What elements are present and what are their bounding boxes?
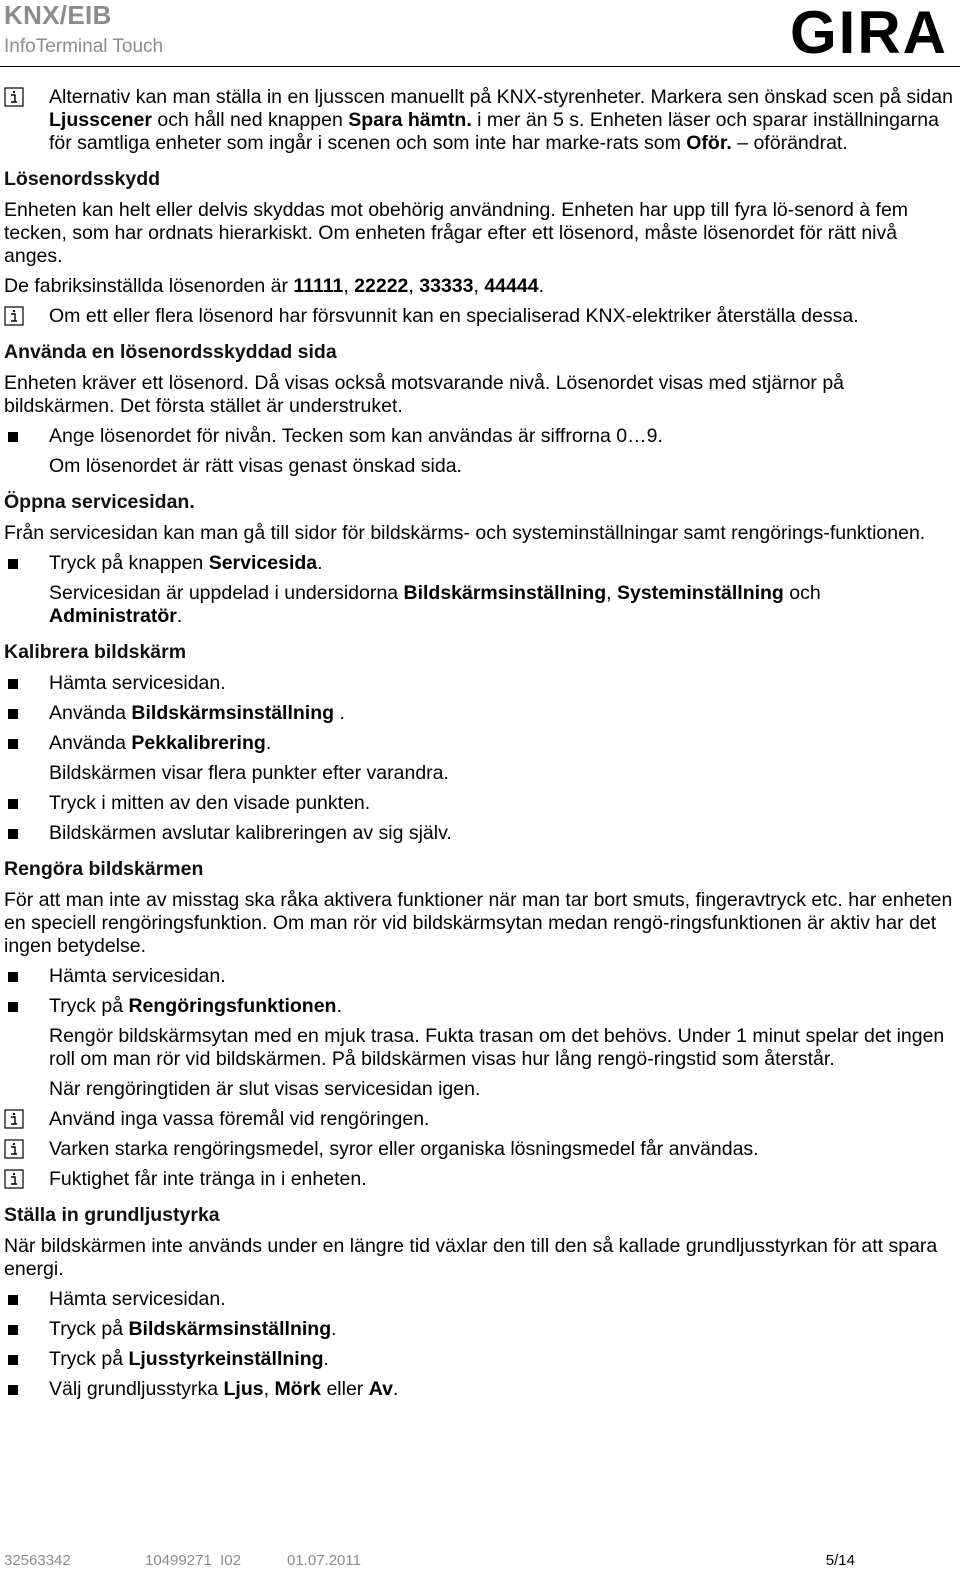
step-item [0, 1378, 955, 1401]
header-divider [0, 66, 960, 67]
result-text [0, 582, 955, 628]
info-icon [4, 87, 24, 107]
step-text: Hämta servicesidan. [49, 1288, 226, 1310]
info-text: Fuktighet får inte tränga in i enheten. [49, 1168, 367, 1190]
text-span: . [392, 1378, 399, 1400]
step-item [0, 552, 955, 575]
text-span: De fabriksinställda lösenorden är [4, 275, 294, 297]
text-span: . [334, 702, 345, 724]
text-span: Tryck på [49, 995, 129, 1017]
step-item [0, 965, 955, 988]
document-body [0, 86, 955, 1408]
option-av: Av [368, 1378, 393, 1400]
option-ljus: Ljus [223, 1378, 264, 1400]
footer-date: 01.07.2011 [287, 1552, 361, 1569]
step-item [0, 672, 955, 695]
step-item [0, 702, 955, 725]
ui-term-systeminstallning: Systeminställning [616, 582, 784, 604]
bullet-square-icon [8, 432, 18, 442]
gira-logo: GIRA [790, 0, 948, 66]
paragraph [0, 275, 955, 298]
step-item [0, 425, 955, 448]
section-heading: Använda en lösenordsskyddad sida [4, 341, 337, 363]
paragraph: Enheten kräver ett lösenord. Då visas också motsvarande nivå. Lösenordet visas med stjärnor på bildskärmen. Det första stället är understruket. [4, 372, 845, 417]
info-icon [4, 1109, 24, 1129]
footer-article-number: 32563342 [4, 1552, 71, 1569]
text-span: . [538, 275, 544, 297]
paragraph: Från servicesidan kan man gå till sidor för bildskärms- och systeminställningar samt rengörings-funktionen. [4, 522, 926, 544]
ui-term-ljusscener: Ljusscener [49, 109, 152, 131]
result-text: Bildskärmen visar flera punkter efter varandra. [49, 762, 449, 784]
step-text: Ange lösenordet för nivån. Tecken som kan användas är siffrorna 0…9. [49, 425, 663, 447]
text-span: Använda [49, 702, 132, 724]
info-note [0, 86, 955, 155]
text-span: . [176, 605, 183, 627]
ui-term-ljusstyrkeinstallning: Ljusstyrkeinställning [128, 1348, 324, 1370]
header-subtitle: InfoTerminal Touch [4, 36, 164, 57]
info-note [0, 1138, 955, 1161]
page-footer [0, 1548, 960, 1586]
step-text: Hämta servicesidan. [49, 672, 226, 694]
option-mork: Mörk [274, 1378, 322, 1400]
step-item [0, 1318, 955, 1341]
password-value: 22222 [354, 275, 409, 297]
step-item [0, 792, 955, 815]
footer-document-id: 10499271 I02 [145, 1552, 241, 1569]
text-span: Servicesidan är uppdelad i undersidorna [49, 582, 404, 604]
text-span: , [408, 275, 420, 297]
ui-term-bildskarmsinstallning: Bildskärmsinställning [131, 702, 335, 724]
step-text: Tryck i mitten av den visade punkten. [49, 792, 371, 814]
bullet-square-icon [8, 972, 18, 982]
text-span: . [265, 732, 272, 754]
info-icon [4, 1169, 24, 1189]
text-span: Använda [49, 732, 132, 754]
info-note [0, 305, 955, 328]
bullet-square-icon [8, 1355, 18, 1365]
text-span: Tryck på [49, 1348, 129, 1370]
text-span: , [473, 275, 485, 297]
step-item [0, 732, 955, 755]
ui-term-rengoringsfunktionen: Rengöringsfunktionen [128, 995, 337, 1017]
password-value: 44444 [484, 275, 539, 297]
info-text: Om ett eller flera lösenord har försvunnit kan en specialiserad KNX-elektriker återställa dessa. [49, 305, 859, 327]
text-span: . [317, 552, 323, 574]
text-span: Tryck på [49, 1318, 129, 1340]
text-span: . [323, 1348, 329, 1370]
text-span: i mer än 5 s. Enheten läser och sparar inställningarna för samtliga enheter som ingår i scenen och som inte har marke-rats som [49, 109, 939, 154]
result-text: Rengör bildskärmsytan med en mjuk trasa. Fukta trasan om det behövs. Under 1 minut spelar det ingen roll om man rör vid bildskärmen. På bildskärmen visas hur lång rengö-ringstid som återstår. [49, 1025, 945, 1070]
bullet-square-icon [8, 709, 18, 719]
text-span: – oförändrat. [731, 132, 848, 154]
bullet-square-icon [8, 799, 18, 809]
info-note [0, 1168, 955, 1191]
header-title: KNX/EIB [4, 0, 112, 30]
ui-term-ofor: Oför. [686, 132, 732, 154]
info-icon [4, 306, 24, 326]
text-span: Tryck på knappen [49, 552, 209, 574]
ui-term-pekkalibrering: Pekkalibrering [131, 732, 266, 754]
info-text: Använd inga vassa föremål vid rengöringen. [49, 1108, 430, 1130]
step-text: Hämta servicesidan. [49, 965, 226, 987]
text-span: . [336, 995, 342, 1017]
section-heading: Ställa in grundljustyrka [4, 1204, 220, 1226]
text-span: Alternativ kan man ställa in en ljusscen manuellt på KNX-styrenheter. Markera sen önskad scen på sidan [49, 86, 953, 108]
bullet-square-icon [8, 1002, 18, 1012]
info-icon [4, 1139, 24, 1159]
bullet-square-icon [8, 679, 18, 689]
result-text: Om lösenordet är rätt visas genast önskad sida. [49, 455, 462, 477]
paragraph: När bildskärmen inte används under en längre tid växlar den till den så kallade grundljusstyrkan för att spara energi. [4, 1235, 938, 1280]
text-span: , [263, 1378, 275, 1400]
ui-term-bildskarmsinstallning: Bildskärmsinställning [128, 1318, 332, 1340]
step-item [0, 1348, 955, 1371]
text-span: och [783, 582, 821, 604]
bullet-square-icon [8, 1295, 18, 1305]
section-heading: Öppna servicesidan. [4, 491, 195, 513]
bullet-square-icon [8, 1385, 18, 1395]
bullet-square-icon [8, 829, 18, 839]
password-value: 33333 [419, 275, 474, 297]
section-heading: Kalibrera bildskärm [4, 641, 187, 663]
page-header [0, 0, 960, 70]
paragraph: För att man inte av misstag ska råka aktivera funktioner när man tar bort smuts, fingeravtryck etc. har enheten en speciell rengöringsfunktion. Om man rör vid bildskärmsytan medan rengö-ringsfunktionen är aktiv har det ingen betydelse. [4, 889, 953, 957]
text-span: Välj grundljusstyrka [49, 1378, 224, 1400]
text-span: , [606, 582, 617, 604]
text-span: , [343, 275, 355, 297]
bullet-square-icon [8, 559, 18, 569]
password-value: 11111 [293, 275, 344, 297]
step-item [0, 1288, 955, 1311]
section-heading: Rengöra bildskärmen [4, 858, 204, 880]
step-item [0, 822, 955, 845]
ui-term-servicesida: Servicesida [208, 552, 318, 574]
info-text: Varken starka rengöringsmedel, syror eller organiska lösningsmedel får användas. [49, 1138, 759, 1160]
ui-term-spara-hamtn: Spara hämtn. [348, 109, 472, 131]
step-text: Bildskärmen avslutar kalibreringen av sig själv. [49, 822, 452, 844]
ui-term-bildskarmsinstallning: Bildskärmsinställning [403, 582, 607, 604]
paragraph: Enheten kan helt eller delvis skyddas mot obehörig användning. Enheten har upp till fyra lö-senord à fem tecken, som har ordnats hierarkiskt. Om enheten frågar efter ett lösenord, måste lösenordet för rätt nivå anges. [4, 199, 909, 267]
bullet-square-icon [8, 1325, 18, 1335]
bullet-square-icon [8, 739, 18, 749]
info-note [0, 1108, 955, 1131]
text-span: och håll ned knappen [151, 109, 349, 131]
page-number: 5/14 [825, 1552, 855, 1569]
text-span: . [331, 1318, 337, 1340]
step-item [0, 995, 955, 1018]
ui-term-administrator: Administratör [49, 605, 177, 627]
result-text: När rengöringtiden är slut visas servicesidan igen. [49, 1078, 481, 1100]
text-span: eller [321, 1378, 369, 1400]
section-heading: Lösenordsskydd [4, 168, 161, 190]
